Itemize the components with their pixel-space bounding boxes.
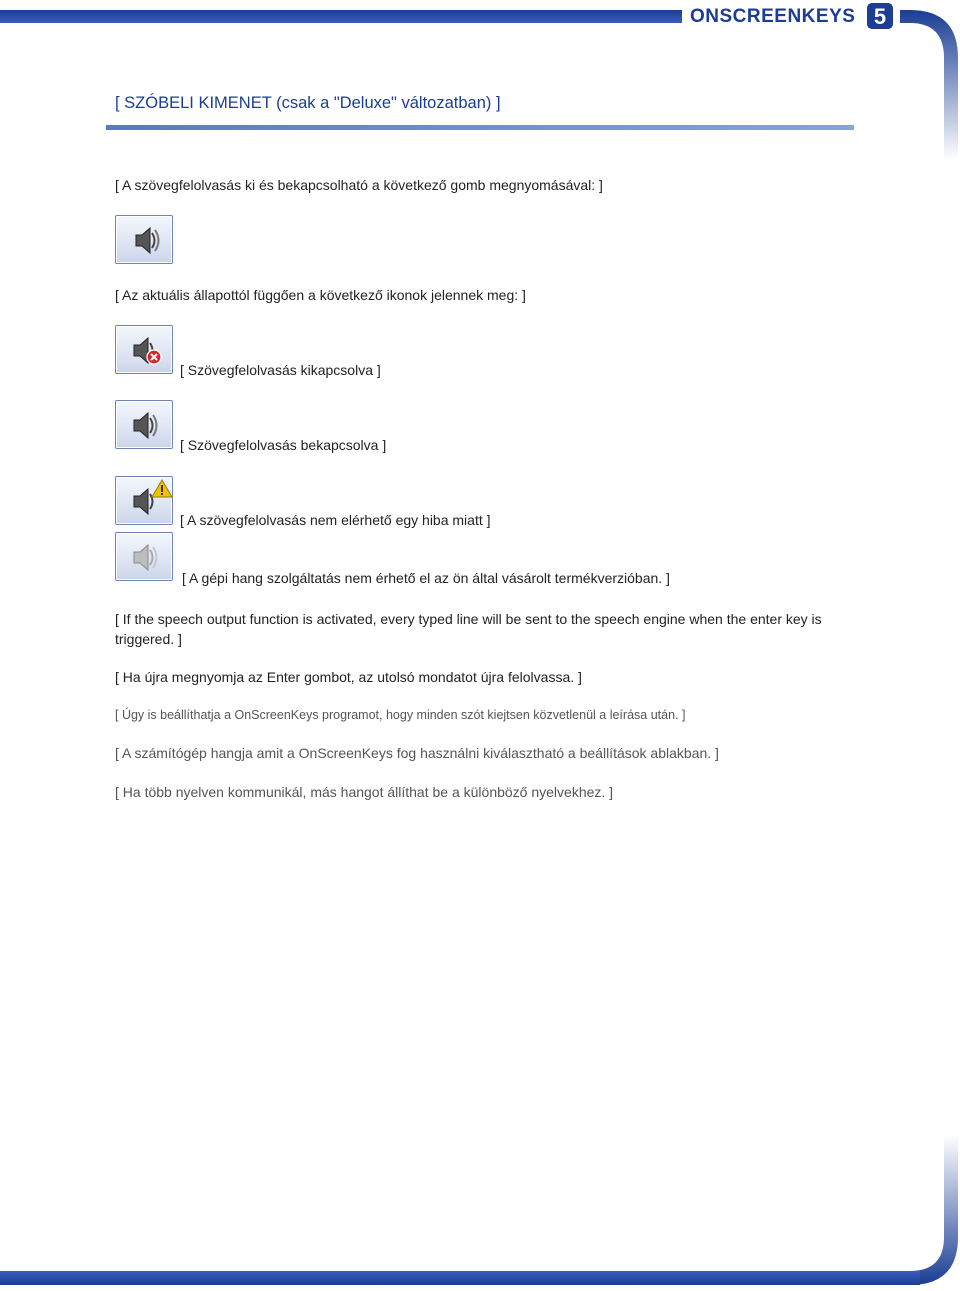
state-disabled-label: [ A gépi hang szolgáltatás nem érhető el az ön által vásárolt termékverzióban. ]: [182, 570, 670, 586]
speaker-off-icon: [116, 326, 174, 375]
header-band: [0, 10, 682, 23]
state-warning-label: [ A szövegfelolvasás nem elérhető egy hiba miatt ]: [180, 512, 491, 528]
heading-underline: [106, 125, 854, 130]
corner-decoration-bottom: [900, 1135, 960, 1285]
speaker-warning-icon: [116, 477, 174, 526]
section-heading: [ SZÓBELI KIMENET (csak a "Deluxe" változatban) ]: [115, 94, 501, 112]
speaker-disabled-state: [115, 532, 173, 581]
speaker-off-state: [115, 325, 173, 374]
speaker-on-state: [115, 400, 173, 449]
speaker-disabled-icon: [116, 533, 174, 582]
paragraph-enter-repeat: [ Ha újra megnyomja az Enter gombot, az utolsó mondatot újra felolvassa. ]: [115, 669, 582, 685]
paragraph-multi-language: [ Ha több nyelven kommunikál, más hangot állíthat be a különböző nyelvekhez. ]: [115, 784, 614, 800]
paragraph-speech-engine: [ If the speech output function is activated, every typed line will be sent to the speech engine when the enter key is triggered. ]: [115, 611, 822, 647]
brand-number: 5: [873, 4, 887, 29]
state-off-label: [ Szövegfelolvasás kikapcsolva ]: [180, 362, 381, 378]
brand-logo: [866, 2, 894, 30]
corner-decoration-top: [900, 10, 960, 160]
paragraph-word-pronounce: [ Úgy is beállíthatja a OnScreenKeys programot, hogy minden szót kiejtsen közvetlenül a leírása után. ]: [115, 708, 686, 722]
speaker-warning-state: [115, 476, 173, 525]
intro-text: [ A szövegfelolvasás ki és bekapcsolható a következő gomb megnyomásával: ]: [115, 177, 603, 193]
speaker-icon: [116, 216, 174, 265]
footer-band: [0, 1271, 920, 1285]
brand-name: ONSCREENKEYS: [690, 6, 856, 27]
paragraph-voice-select: [ A számítógép hangja amit a OnScreenKeys fog használni kiválasztható a beállítások ablakban. ]: [115, 745, 719, 761]
states-intro-text: [ Az aktuális állapottól függően a következő ikonok jelennek meg: ]: [115, 287, 526, 303]
speaker-on-icon: [116, 401, 174, 450]
speech-toggle-button[interactable]: [115, 215, 173, 264]
state-on-label: [ Szövegfelolvasás bekapcsolva ]: [180, 437, 387, 453]
